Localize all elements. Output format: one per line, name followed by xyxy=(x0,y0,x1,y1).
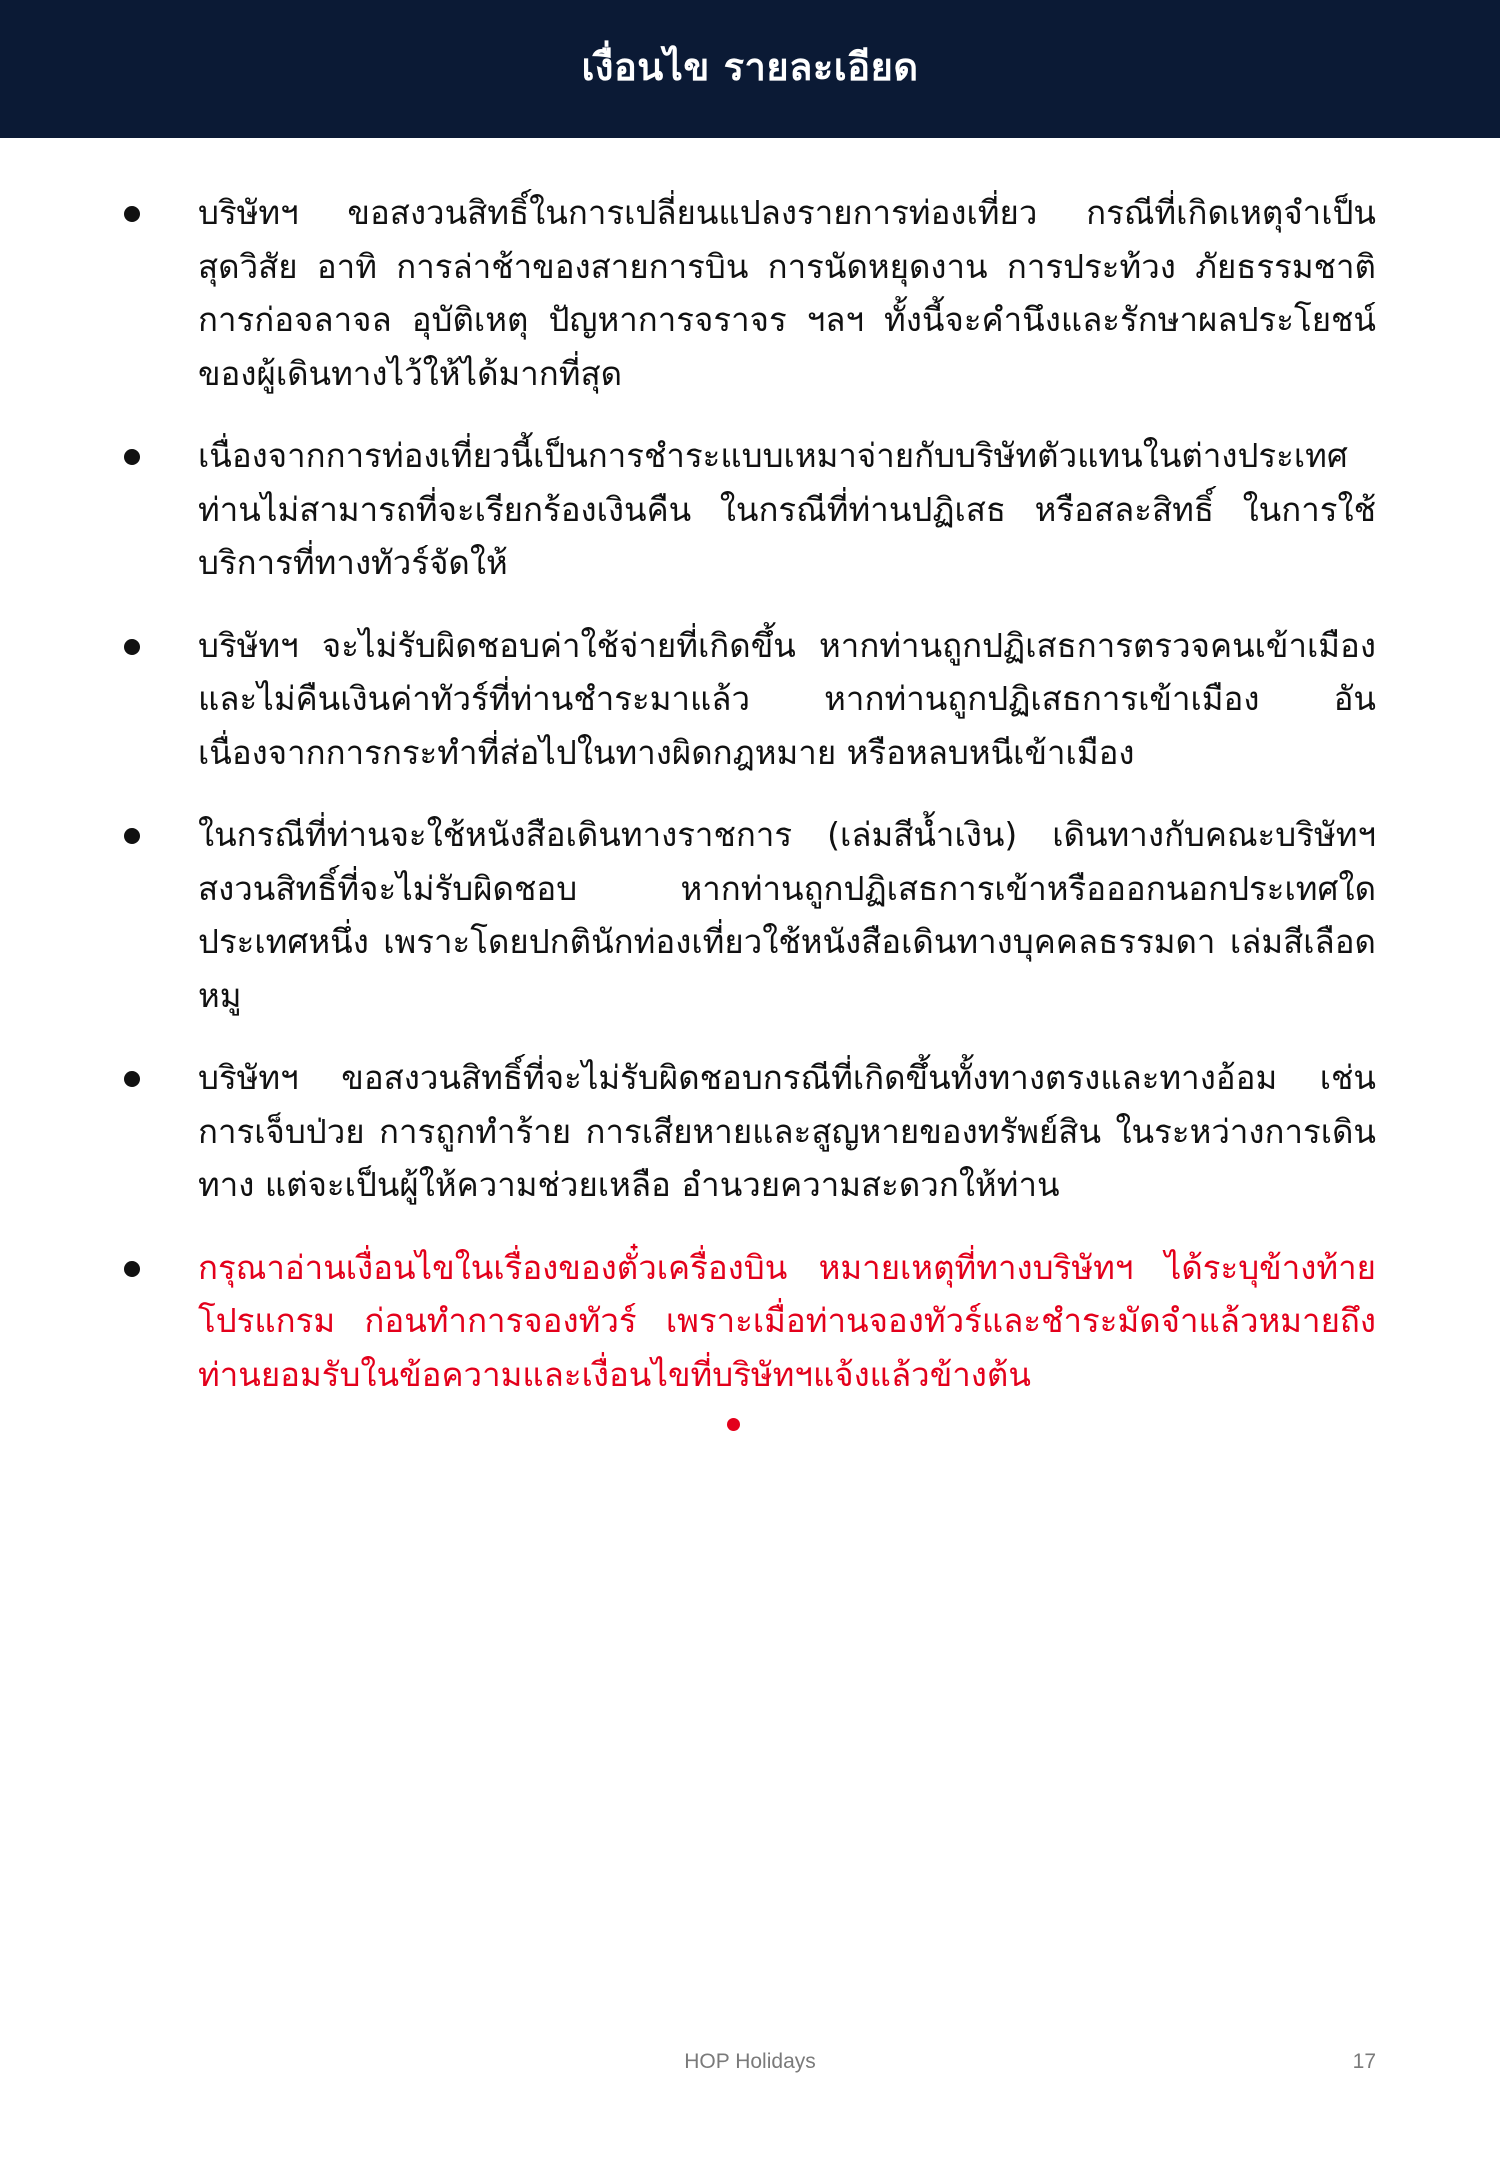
bullet-icon xyxy=(124,828,140,844)
term-text: บริษัทฯ จะไม่รับผิดชอบค่าใช้จ่ายที่เกิดขึ้น หากท่านถูกปฏิเสธการตรวจคนเข้าเมือง และไม่คืนเงินค่าทัวร์ที่ท่านชำระมาแล้ว หากท่านถูกปฏิเสธการเข้าเมือง อันเนื่องจากการกระทำที่ส่อไปในทางผิดกฎหมาย หรือหลบหนีเข้าเมือง xyxy=(198,625,1376,772)
term-item xyxy=(0,1051,1376,1212)
footer-company: HOP Holidays xyxy=(684,2050,816,2073)
bullet-icon xyxy=(124,206,140,222)
red-dot-icon xyxy=(727,1418,740,1431)
page-number: 17 xyxy=(1352,2050,1376,2073)
terms-list xyxy=(0,186,1500,1430)
bullet-icon xyxy=(124,449,140,465)
term-item xyxy=(0,429,1376,590)
term-text: บริษัทฯ ขอสงวนสิทธิ์ในการเปลี่ยนแปลงรายการท่องเที่ยว กรณีที่เกิดเหตุจำเป็น สุดวิสัย อาทิ การล่าช้าของสายการบิน การนัดหยุดงาน การประท้วง ภัยธรรมชาติ การก่อจลาจล อุบัติเหตุ ปัญหาการจราจร ฯลฯ ทั้งนี้จะคำนึงและรักษาผลประโยชน์ของผู้เดินทางไว้ให้ได้มากที่สุด xyxy=(198,193,1376,393)
term-item xyxy=(0,808,1376,1022)
term-item xyxy=(0,619,1376,780)
term-text: บริษัทฯ ขอสงวนสิทธิ์ที่จะไม่รับผิดชอบกรณีที่เกิดขึ้นทั้งทางตรงและทางอ้อม เช่น การเจ็บป่วย การถูกทำร้าย การเสียหายและสูญหายของทรัพย์สิน ในระหว่างการเดินทาง แต่จะเป็นผู้ให้ความช่วยเหลือ อำนวยความสะดวกให้ท่าน xyxy=(198,1058,1376,1204)
term-text: ในกรณีที่ท่านจะใช้หนังสือเดินทางราชการ (เล่มสีน้ำเงิน) เดินทางกับคณะบริษัทฯ สงวนสิทธิ์ที่จะไม่รับผิดชอบ หากท่านถูกปฏิเสธการเข้าหรือออกนอกประเทศใดประเทศหนึ่ง เพราะโดยปกตินักท่องเที่ยวใช้หนังสือเดินทางบุคคลธรรมดา เล่มสีเลือดหมู xyxy=(198,815,1376,1015)
term-text-highlight: กรุณาอ่านเงื่อนไขในเรื่องของตั๋วเครื่องบิน หมายเหตุที่ทางบริษัทฯ ได้ระบุข้างท้ายโปรแกรม ก่อนทำการจองทัวร์ เพราะเมื่อท่านจองทัวร์และชำระมัดจำแล้วหมายถึงท่านยอมรับในข้อความและเงื่อนไขที่บริษัทฯแจ้งแล้วข้างต้น xyxy=(198,1247,1376,1394)
bullet-icon xyxy=(124,1261,140,1277)
term-text: เนื่องจากการท่องเที่ยวนี้เป็นการชำระแบบเหมาจ่ายกับบริษัทตัวแทนในต่างประเทศท่านไม่สามารถที่จะเรียกร้องเงินคืน ในกรณีที่ท่านปฏิเสธ หรือสละสิทธิ์ ในการใช้บริการที่ทางทัวร์จัดให้ xyxy=(198,436,1376,582)
page-title: เงื่อนไข รายละเอียด xyxy=(581,44,919,89)
header-bar xyxy=(0,0,1500,138)
term-item xyxy=(0,186,1376,400)
term-item-highlight xyxy=(0,1241,1376,1402)
bullet-icon xyxy=(124,639,140,655)
bullet-icon xyxy=(124,1071,140,1087)
